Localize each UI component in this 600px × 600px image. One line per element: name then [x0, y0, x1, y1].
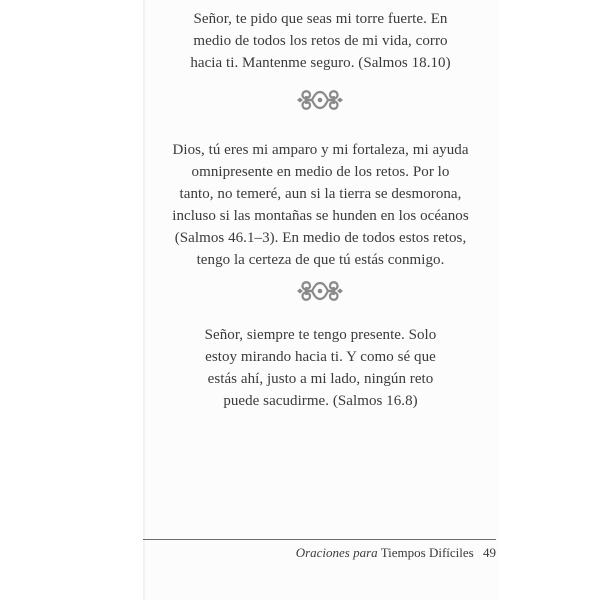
text-line: puede sacudirme. (Salmos 16.8)	[223, 393, 418, 409]
text-line: Señor, te pido que seas mi torre fuerte. En	[193, 11, 448, 27]
text-line: tengo la certeza de que tú estás conmigo.	[196, 252, 445, 268]
book-title: Tiempos Difíciles	[380, 545, 474, 560]
page-gutter	[143, 0, 145, 600]
scroll-ornament-icon	[295, 87, 345, 113]
footer-divider	[143, 539, 496, 540]
text-line: hacia ti. Mantenme seguro. (Salmos 18.10)	[190, 55, 451, 71]
text-line: (Salmos 46.1–3). En medio de todos estos retos,	[174, 230, 467, 246]
prayer-paragraph-2	[143, 139, 498, 271]
running-footer	[296, 544, 496, 562]
text-line: tanto, no temeré, aun si la tierra se desmorona,	[179, 186, 462, 202]
prayer-paragraph-1	[143, 8, 498, 74]
scroll-ornament-icon	[295, 278, 345, 304]
text-line: estás ahí, justo a mi lado, ningún reto	[207, 371, 434, 387]
text-line: incluso si las montañas se hunden en los océanos	[172, 208, 469, 224]
text-line: medio de todos los retos de mi vida, corro	[193, 33, 448, 49]
text-line: Señor, siempre te tengo presente. Solo	[204, 327, 437, 343]
text-line: Dios, tú eres mi amparo y mi fortaleza, mi ayuda	[172, 142, 469, 158]
book-page	[143, 0, 498, 600]
book-title-italic: Oraciones para	[295, 545, 378, 560]
text-line: estoy mirando hacia ti. Y como sé que	[205, 349, 436, 365]
text-line: omnipresente en medio de los retos. Por lo	[191, 164, 450, 180]
page-number: 49	[483, 545, 496, 560]
prayer-paragraph-3	[143, 324, 498, 412]
